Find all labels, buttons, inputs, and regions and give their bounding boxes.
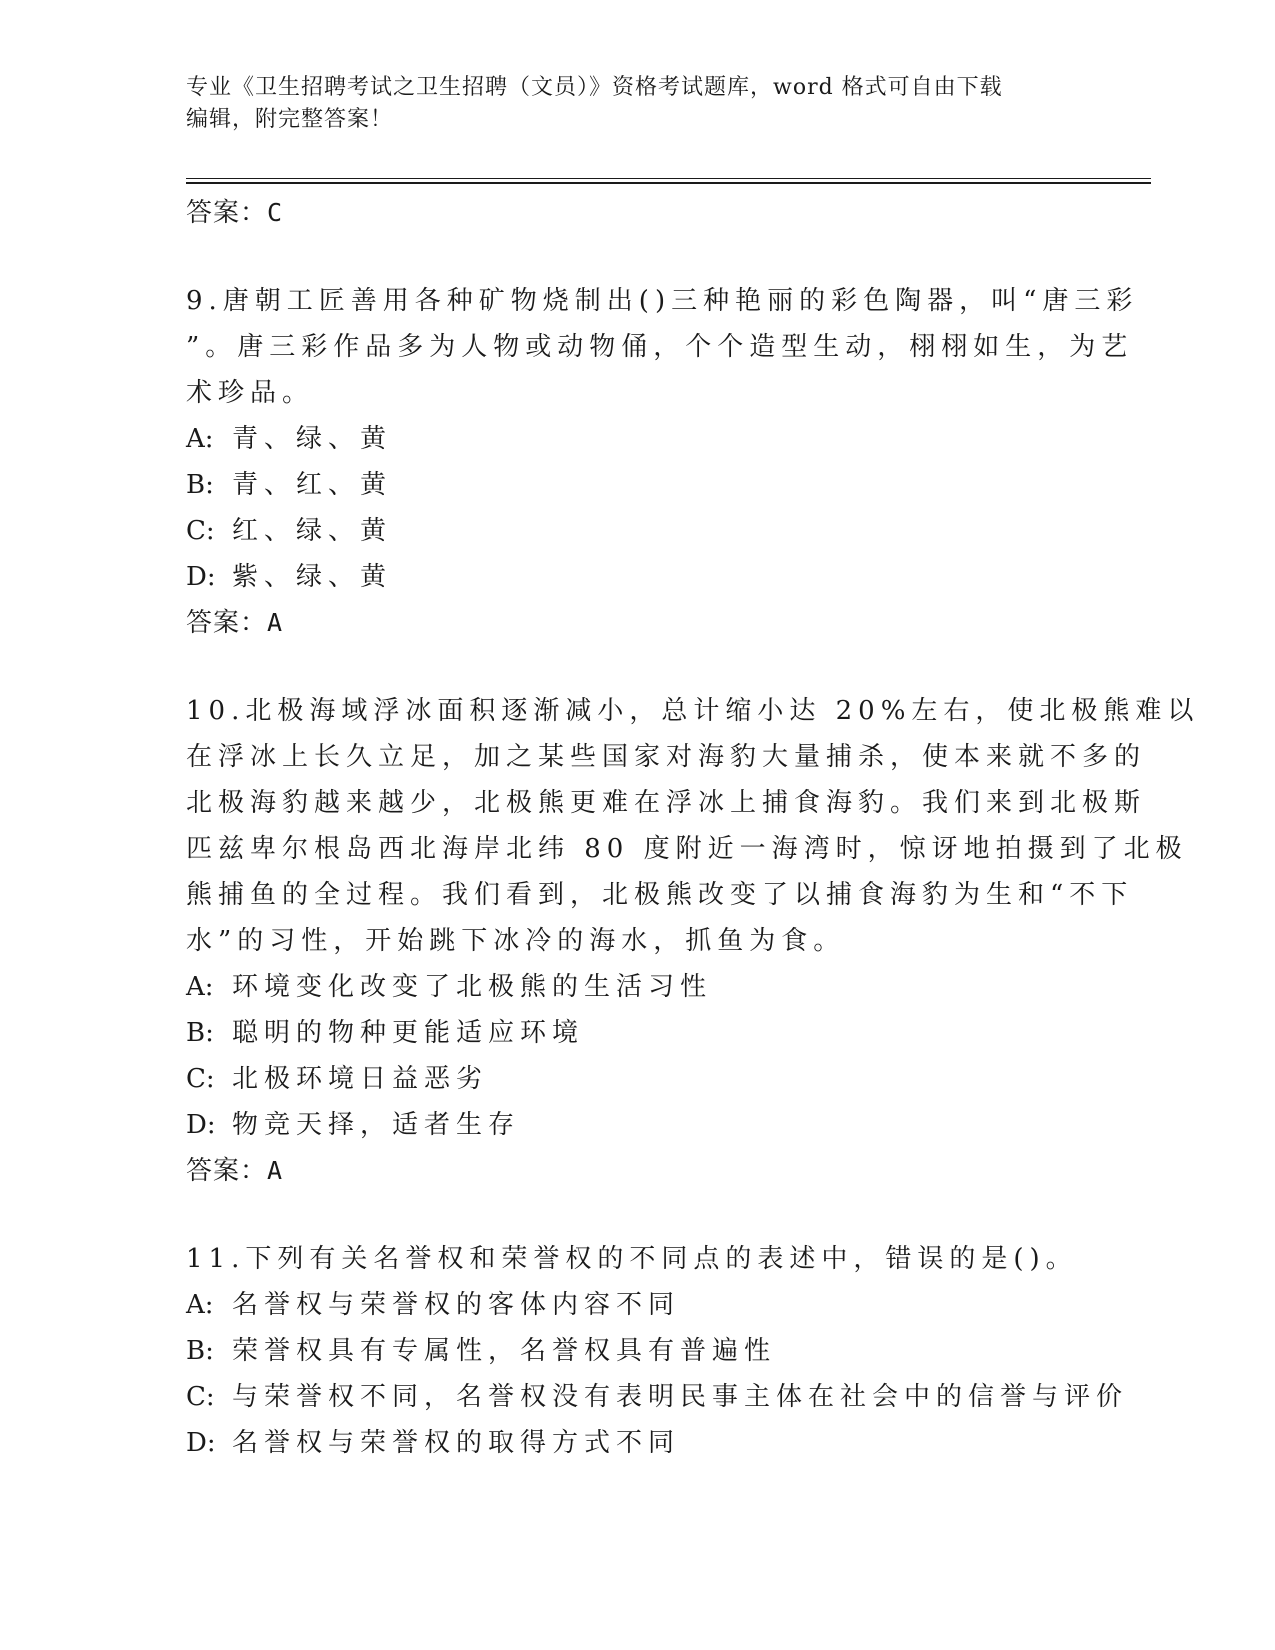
option-text: 紫、绿、黄 xyxy=(232,562,393,592)
question-text-line: 11.下列有关名誉权和荣誉权的不同点的表述中，错误的是()。 xyxy=(186,1244,1078,1274)
option-key: D: xyxy=(186,1428,216,1458)
question-text-line: ”。唐三彩作品多为人物或动物俑，个个造型生动，栩栩如生，为艺 xyxy=(186,332,1134,362)
answer-value: A xyxy=(267,608,284,637)
option-key: B: xyxy=(186,1336,214,1366)
question-text-line: 水”的习性，开始跳下冰冷的海水，抓鱼为食。 xyxy=(186,926,846,956)
question-text-line: 9.唐朝工匠善用各种矿物烧制出()三种艳丽的彩色陶器，叫“唐三彩 xyxy=(186,286,1139,316)
option-text: 荣誉权具有专属性，名誉权具有普遍性 xyxy=(232,1336,777,1366)
option-text: 青、绿、黄 xyxy=(232,424,393,454)
option-key: D: xyxy=(186,1110,216,1140)
option-d xyxy=(186,554,1086,600)
answer-line xyxy=(186,190,1086,236)
question-10 xyxy=(186,688,1200,964)
option-text: 北极环境日益恶劣 xyxy=(232,1064,489,1094)
question-text-line: 北极海豹越来越少，北极熊更难在浮冰上捕食海豹。我们来到北极斯 xyxy=(186,788,1147,818)
option-c xyxy=(186,1374,1129,1420)
spacer xyxy=(186,236,1086,278)
option-c xyxy=(186,508,1086,554)
spacer xyxy=(186,646,1086,688)
option-key: D: xyxy=(186,562,216,592)
answer-value: A xyxy=(267,1156,284,1185)
answer-line xyxy=(186,600,1086,646)
header-divider-top xyxy=(186,178,1151,179)
question-text-line: 10.北极海域浮冰面积逐渐减小，总计缩小达 20%左右，使北极熊难以 xyxy=(186,696,1200,726)
question-text-line: 熊捕鱼的全过程。我们看到，北极熊改变了以捕食海豹为生和“不下 xyxy=(186,880,1134,910)
header-divider-bottom xyxy=(186,182,1151,184)
option-a xyxy=(186,964,1086,1010)
option-text: 名誉权与荣誉权的取得方式不同 xyxy=(232,1428,681,1458)
option-key: B: xyxy=(186,470,214,500)
question-text-line: 术珍品。 xyxy=(186,378,315,408)
option-d xyxy=(186,1102,1086,1148)
option-text: 物竞天择，适者生存 xyxy=(232,1110,521,1140)
page-header xyxy=(186,72,1086,136)
option-key: C: xyxy=(186,1064,215,1094)
option-key: C: xyxy=(186,516,215,546)
question-text-line: 匹兹卑尔根岛西北海岸北纬 80 度附近一海湾时，惊讶地拍摄到了北极 xyxy=(186,834,1188,864)
answer-label: 答案： xyxy=(186,1156,268,1186)
option-key: A: xyxy=(186,424,214,454)
option-b xyxy=(186,462,1086,508)
option-text: 与荣誉权不同，名誉权没有表明民事主体在社会中的信誉与评价 xyxy=(232,1382,1129,1412)
option-key: A: xyxy=(186,972,214,1002)
document-body xyxy=(186,190,1200,1466)
option-text: 聪明的物种更能适应环境 xyxy=(232,1018,585,1048)
option-key: C: xyxy=(186,1382,215,1412)
option-b xyxy=(186,1328,1086,1374)
option-key: A: xyxy=(186,1290,214,1320)
question-9 xyxy=(186,278,1139,416)
answer-label: 答案： xyxy=(186,608,268,638)
question-11 xyxy=(186,1236,1086,1282)
option-b xyxy=(186,1010,1086,1056)
answer-line xyxy=(186,1148,1086,1194)
option-c xyxy=(186,1056,1086,1102)
question-text-line: 在浮冰上长久立足，加之某些国家对海豹大量捕杀，使本来就不多的 xyxy=(186,742,1147,772)
option-text: 名誉权与荣誉权的客体内容不同 xyxy=(232,1290,681,1320)
header-line-2: 编辑，附完整答案！ xyxy=(186,107,394,132)
option-a xyxy=(186,1282,1086,1328)
option-text: 环境变化改变了北极熊的生活习性 xyxy=(232,972,713,1002)
spacer xyxy=(186,1194,1086,1236)
option-key: B: xyxy=(186,1018,214,1048)
option-a xyxy=(186,416,1086,462)
answer-label: 答案： xyxy=(186,198,268,228)
option-text: 青、红、黄 xyxy=(232,470,393,500)
option-text: 红、绿、黄 xyxy=(232,516,393,546)
option-d xyxy=(186,1420,1086,1466)
header-line-1: 专业《卫生招聘考试之卫生招聘（文员）》资格考试题库，word 格式可自由下载 xyxy=(186,75,1003,100)
answer-value: C xyxy=(267,198,284,227)
